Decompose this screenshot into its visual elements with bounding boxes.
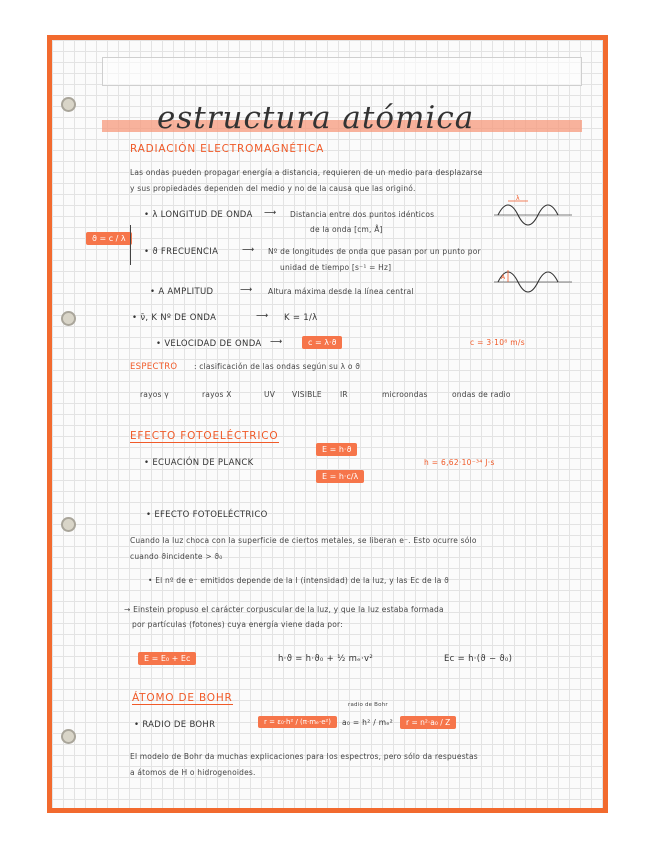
wave-amplitude-label: A <box>501 274 506 281</box>
einstein-text-2: por partículas (fotones) cuya energía viene dada por: <box>132 620 343 629</box>
closing-text-2: a átomos de H o hidrogenoides. <box>130 768 256 777</box>
wavelength-wave-sketch <box>492 195 574 235</box>
item-wavenumber-label: • ν̄, K Nº DE ONDA <box>132 313 217 323</box>
item-wavelength-arrow: ⟶ <box>264 208 277 218</box>
photoelectric-text-1: Cuando la luz choca con la superficie de ciertos metales, se liberan e⁻. Esto ocurre sólo <box>130 536 477 545</box>
section-heading-bohr: ÁTOMO DE BOHR <box>132 692 233 704</box>
photoelectric-text-3: • El nº de e⁻ emitidos depende de la I (intensidad) de la luz, y las Ec de la ϑ <box>148 576 449 585</box>
spectrum-description: : clasificación de las ondas según su λ o ϑ <box>194 362 361 371</box>
planck-label: • ECUACIÓN DE PLANCK <box>144 458 254 468</box>
energy-equation: h·ϑ = h·ϑ₀ + ½ mₑ·v² <box>278 654 374 664</box>
notebook-page <box>47 35 608 813</box>
item-frequency-desc-1: Nº de longitudes de onda que pasan por un punto por <box>268 247 481 256</box>
binder-hole <box>61 517 76 532</box>
section-heading-radiation: RADIACIÓN ELECTROMAGNÉTICA <box>130 143 325 155</box>
kinetic-energy-equation: Ec = h·(ϑ − ϑ₀) <box>444 654 513 664</box>
item-wavelength-label: • λ LONGITUD DE ONDA <box>144 210 253 220</box>
spectrum-item-microwaves: microondas <box>382 390 428 399</box>
bohr-radius-n-formula: r = n²·a₀ / Z <box>400 716 456 729</box>
velocity-formula-box: c = λ·ϑ <box>302 336 342 349</box>
amplitude-wave-sketch <box>492 262 574 302</box>
bohr-radius-formula: r = ε₀·h² / (π·mₑ·e²) <box>258 716 337 728</box>
closing-text-1: El modelo de Bohr da muchas explicaciones para los espectros, pero sólo da respuestas <box>130 752 478 761</box>
planck-eq-2: E = h·c/λ <box>316 470 364 483</box>
page-title: estructura atómica <box>157 100 475 136</box>
item-frequency-arrow: ⟶ <box>242 245 255 255</box>
spectrum-item-ir: IR <box>340 390 348 399</box>
item-frequency-label: • ϑ FRECUENCIA <box>144 247 219 257</box>
intro-line-1: Las ondas pueden propagar energía a distancia, requieren de un medio para desplazarse <box>130 168 483 177</box>
frequency-formula-box: ϑ = c / λ <box>86 232 132 245</box>
spectrum-item-gamma: rayos γ <box>140 390 169 399</box>
item-velocity-label: • VELOCIDAD DE ONDA <box>156 339 262 349</box>
bohr-radius-label: • RADIO DE BOHR <box>134 720 216 730</box>
item-amplitude-arrow: ⟶ <box>240 285 253 295</box>
item-wavelength-desc-2: de la onda [cm, Å] <box>310 225 383 234</box>
einstein-text-1: → Einstein propuso el carácter corpuscular de la luz, y que la luz estaba formada <box>124 605 444 614</box>
binder-hole <box>61 729 76 744</box>
bracket-line <box>130 225 131 265</box>
planck-eq-1: E = h·ϑ <box>316 443 357 456</box>
item-wavelength-desc-1: Distancia entre dos puntos idénticos <box>290 210 435 219</box>
spectrum-label: ESPECTRO <box>130 362 178 372</box>
spectrum-item-xray: rayos X <box>202 390 232 399</box>
energy-balance-box: E = E₀ + Ec <box>138 652 196 665</box>
item-wavenumber-arrow: ⟶ <box>256 311 269 321</box>
item-amplitude-label: • A AMPLITUD <box>150 287 214 297</box>
binder-hole <box>61 97 76 112</box>
item-wavenumber-formula: K = 1/λ <box>284 313 318 323</box>
speed-of-light-value: c = 3·10⁸ m/s <box>470 338 525 347</box>
item-amplitude-desc: Altura máxima desde la línea central <box>268 287 414 296</box>
bohr-radius-note: radio de Bohr <box>348 702 388 708</box>
spectrum-item-radio: ondas de radio <box>452 390 511 399</box>
section-heading-photoelectric: EFECTO FOTOELÉCTRICO <box>130 430 279 442</box>
a0-formula: a₀ = h² / mₑ² <box>342 718 394 727</box>
photoelectric-text-2: cuando ϑincidente > ϑ₀ <box>130 552 223 561</box>
binder-hole <box>61 311 76 326</box>
wave-lambda-label: λ <box>516 195 520 202</box>
spectrum-item-visible: VISIBLE <box>292 390 322 399</box>
planck-constant-value: h = 6,62·10⁻³⁴ J·s <box>424 458 495 467</box>
header-box <box>102 57 582 86</box>
item-frequency-desc-2: unidad de tiempo [s⁻¹ = Hz] <box>280 263 392 272</box>
intro-line-2: y sus propiedades dependen del medio y no de la causa que las originó. <box>130 184 416 193</box>
spectrum-item-uv: UV <box>264 390 276 399</box>
photoelectric-label: • EFECTO FOTOELÉCTRICO <box>146 510 268 520</box>
item-velocity-arrow: ⟶ <box>270 337 283 347</box>
